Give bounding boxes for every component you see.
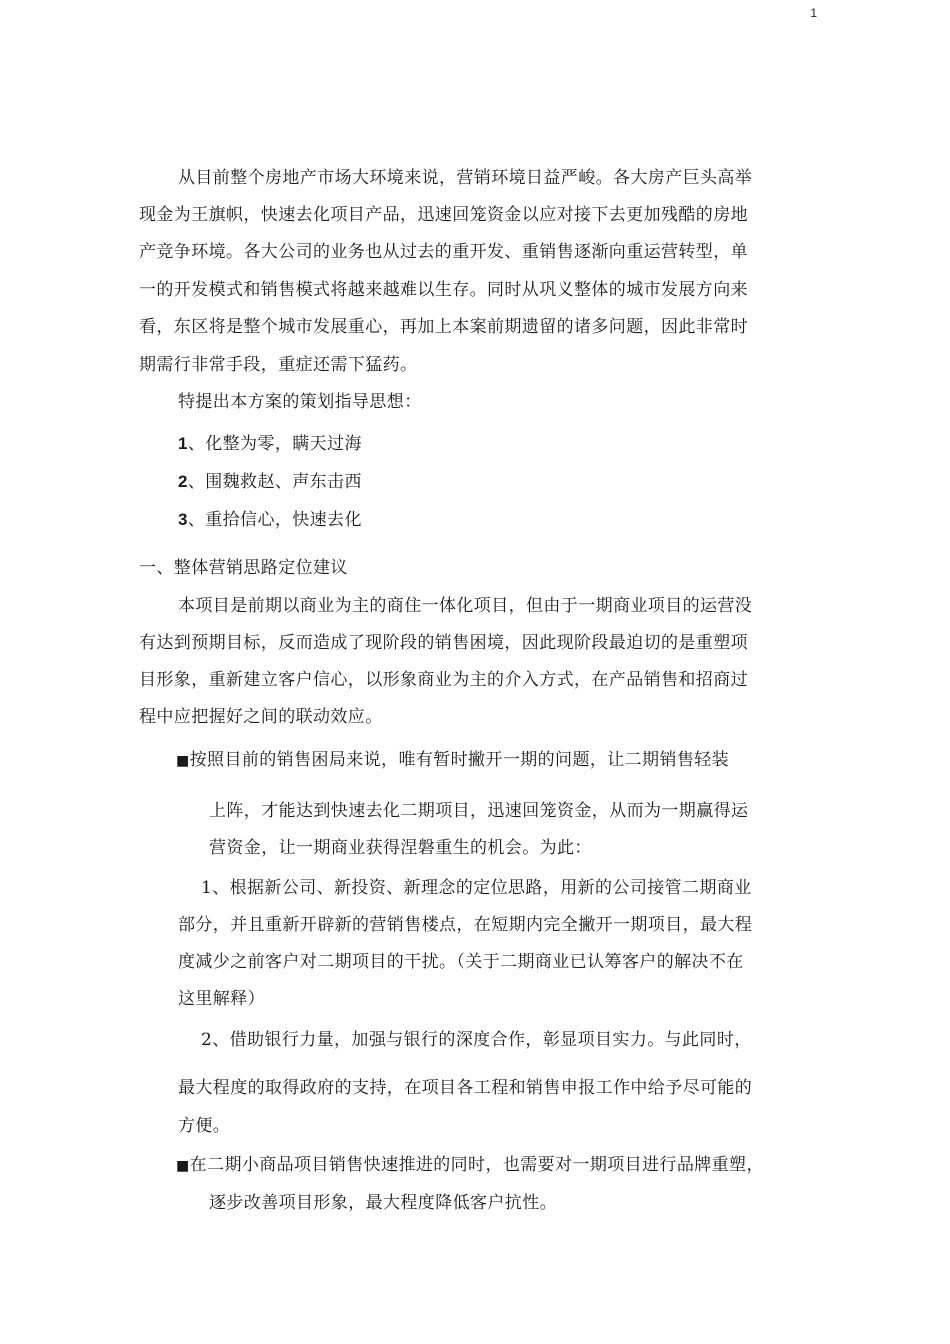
- principle-item: [178, 472, 362, 492]
- principle-text: 、围魏救赵、声东击西: [187, 472, 362, 492]
- principle-number: 3: [178, 510, 188, 529]
- intro-line: 一的开发模式和销售模式将越来越难以生存。同时从巩义整体的城市发展方向来: [139, 280, 748, 300]
- guiding-lead: 特提出本方案的策划指导思想：: [178, 392, 422, 412]
- bullet-item: [176, 750, 729, 771]
- square-bullet-icon: ■: [176, 1158, 190, 1174]
- principle-text: 、化整为零，瞒天过海: [187, 434, 362, 454]
- square-bullet-icon: ■: [176, 753, 190, 769]
- principle-item: [178, 434, 362, 454]
- bullet-line: 逐步改善项目形象，最大程度降低客户抗性。: [209, 1193, 557, 1213]
- bullet-item: [176, 1155, 764, 1176]
- item-line: 1、根据新公司、新投资、新理念的定位思路，用新的公司接管二期商业: [201, 878, 752, 898]
- principle-number: 2: [178, 472, 188, 491]
- item-line: 这里解释）: [178, 989, 265, 1009]
- intro-line: 看，东区将是整个城市发展重心，再加上本案前期遗留的诸多问题，因此非常时: [139, 317, 748, 337]
- bullet-text: 在二期小商品项目销售快速推进的同时，也需要对一期项目进行品牌重塑，: [189, 1155, 764, 1175]
- bullet-line: 上阵，才能达到快速去化二期项目，迅速回笼资金，从而为一期赢得运: [209, 801, 749, 821]
- intro-line: 现金为王旗帜，快速去化项目产品，迅速回笼资金以应对接下去更加残酷的房地: [139, 205, 748, 225]
- section-line: 有达到预期目标，反而造成了现阶段的销售困境，因此现阶段最迫切的是重塑项: [139, 633, 748, 653]
- item-line: 2、借助银行力量，加强与银行的深度合作，彰显项目实力。与此同时，: [201, 1030, 752, 1050]
- principle-number: 1: [178, 434, 188, 453]
- page-number: 1: [810, 6, 817, 20]
- section-line: 本项目是前期以商业为主的商住一体化项目，但由于一期商业项目的运营没: [178, 596, 753, 616]
- item-line: 部分，并且重新开辟新的营销售楼点，在短期内完全撇开一期项目，最大程: [178, 915, 753, 935]
- item-line: 方便。: [178, 1116, 231, 1136]
- section-heading: 一、整体营销思路定位建议: [139, 558, 348, 578]
- section-line: 程中应把握好之间的联动效应。: [139, 707, 383, 727]
- bullet-text: 按照目前的销售困局来说，唯有暂时撇开一期的问题，让二期销售轻装: [189, 750, 730, 770]
- item-line: 最大程度的取得政府的支持，在项目各工程和销售申报工作中给予尽可能的: [178, 1078, 753, 1098]
- item-line: 度减少之前客户对二期项目的干扰。（关于二期商业已认筹客户的解决不在: [178, 952, 744, 972]
- section-line: 目形象，重新建立客户信心，以形象商业为主的介入方式，在产品销售和招商过: [139, 670, 748, 690]
- intro-line: 产竞争环境。各大公司的业务也从过去的重开发、重销售逐渐向重运营转型，单: [139, 242, 748, 262]
- bullet-line: 营资金，让一期商业获得涅磐重生的机会。为此：: [209, 838, 592, 858]
- intro-line: 期需行非常手段，重症还需下猛药。: [139, 355, 418, 375]
- principle-item: [178, 510, 362, 530]
- intro-line: 从目前整个房地产市场大环境来说，营销环境日益严峻。各大房产巨头高举: [178, 168, 753, 188]
- principle-text: 、重拾信心，快速去化: [187, 510, 362, 530]
